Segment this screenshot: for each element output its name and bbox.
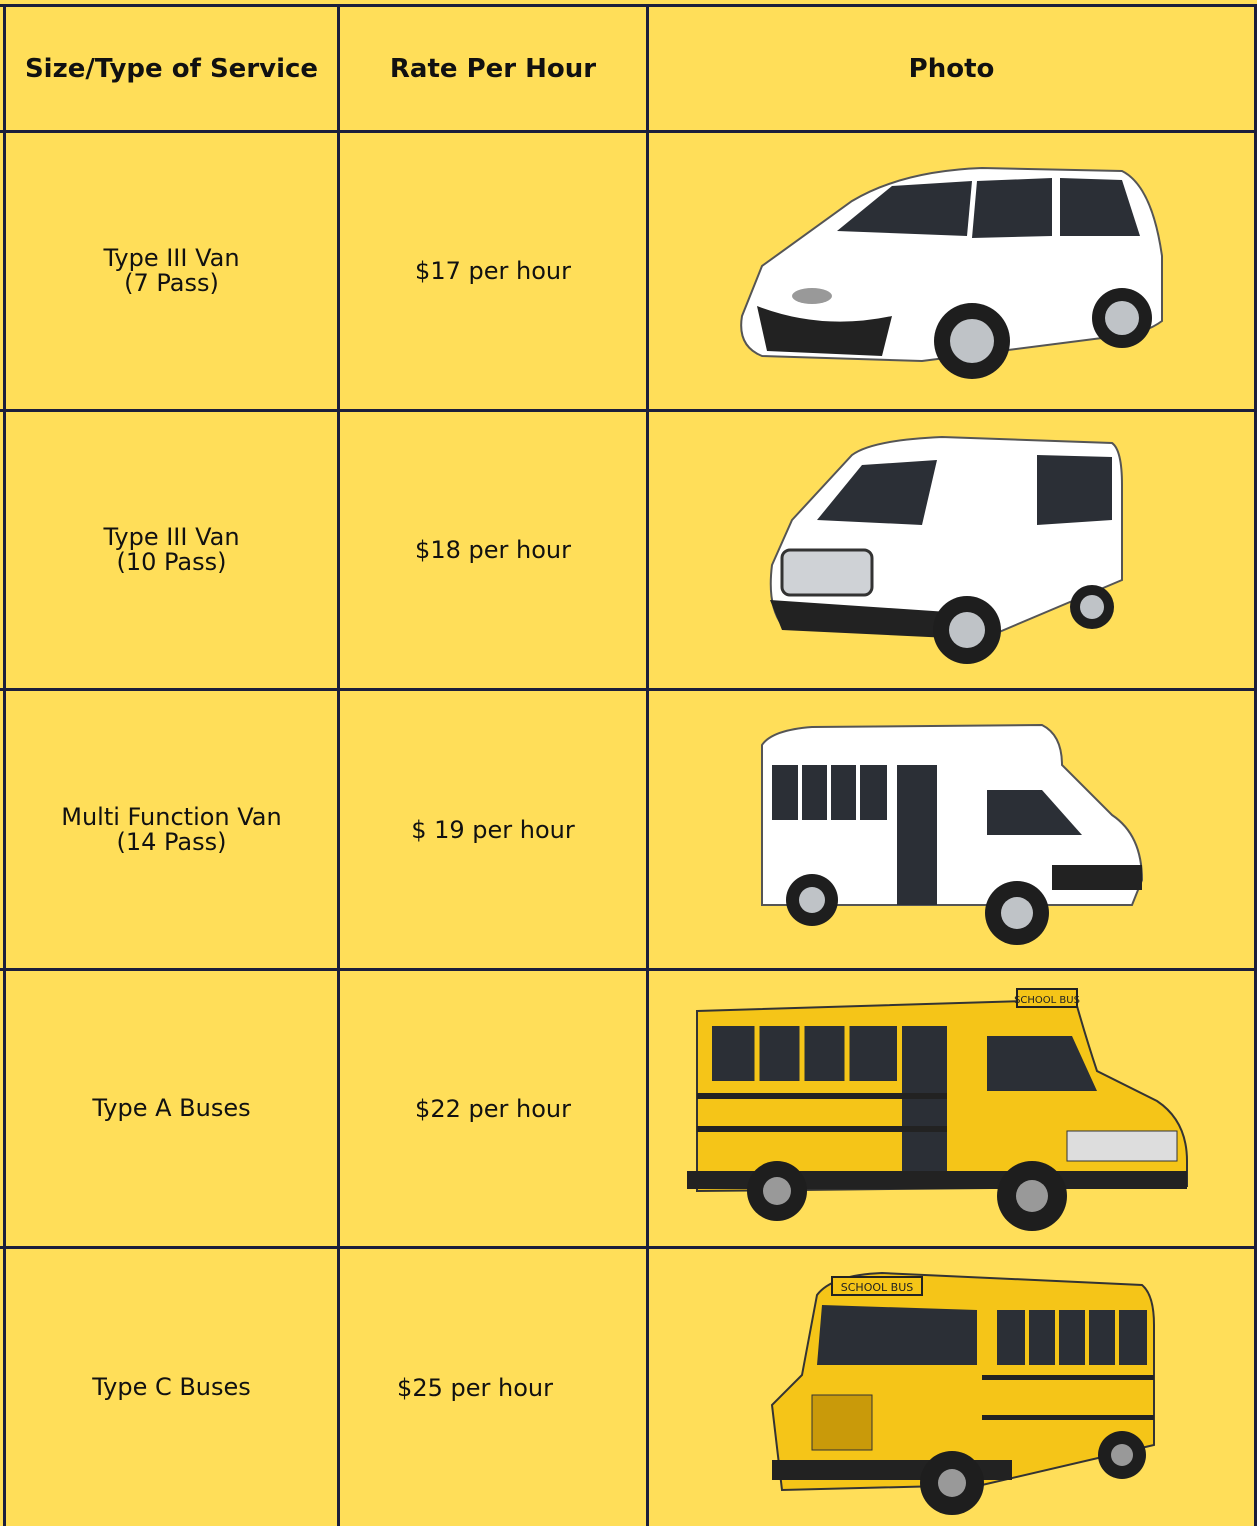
table-row-rate (340, 412, 646, 688)
school-bus-type-c-icon (742, 1255, 1162, 1520)
header-rate-label: Rate Per Hour (389, 53, 597, 84)
table-row-rate (340, 691, 646, 968)
table-row-rate (340, 971, 646, 1246)
service-name: Type III Van (103, 523, 240, 551)
table-row-rate (340, 133, 646, 409)
rate-value: $25 per hour (397, 1373, 553, 1402)
service-name: Multi Function Van (61, 802, 282, 831)
school-bus-sign: SCHOOL BUS (840, 1281, 913, 1294)
service-name: Type A Buses (92, 1094, 251, 1122)
table-row-service (6, 133, 337, 409)
header-service-label: Size/Type of Service (24, 53, 319, 84)
minivan-photo (649, 133, 1254, 409)
rate-value: $17 per hour (415, 257, 571, 285)
service-capacity: (7 Pass) (124, 269, 219, 297)
school-bus-sign: SCHOOL BUS (1013, 995, 1080, 1006)
table-row-service (6, 412, 337, 688)
service-capacity: (10 Pass) (116, 548, 227, 576)
school-bus-type-a-icon (687, 981, 1217, 1236)
header-rate (340, 7, 646, 130)
rate-value: $18 per hour (415, 536, 571, 564)
table-row-service (6, 971, 337, 1246)
shuttle-bus-icon (752, 705, 1152, 955)
service-name: Type C Buses (92, 1373, 251, 1401)
school-bus-type-a-photo (649, 971, 1254, 1246)
service-name: Type III Van (103, 244, 240, 272)
passenger-van-icon (762, 425, 1142, 675)
header-photo (649, 7, 1254, 130)
rate-value: $22 per hour (415, 1094, 571, 1123)
shuttle-bus-photo (649, 691, 1254, 968)
header-photo-label: Photo (908, 53, 995, 84)
service-capacity: (14 Pass) (116, 827, 227, 856)
minivan-icon (722, 146, 1182, 396)
rate-value: $ 19 per hour (411, 815, 575, 844)
passenger-van-photo (649, 412, 1254, 688)
header-service (6, 7, 337, 130)
table-row-service (6, 1249, 337, 1526)
school-bus-type-c-photo (649, 1249, 1254, 1526)
table-row-rate (340, 1249, 646, 1526)
table-row-service (6, 691, 337, 968)
